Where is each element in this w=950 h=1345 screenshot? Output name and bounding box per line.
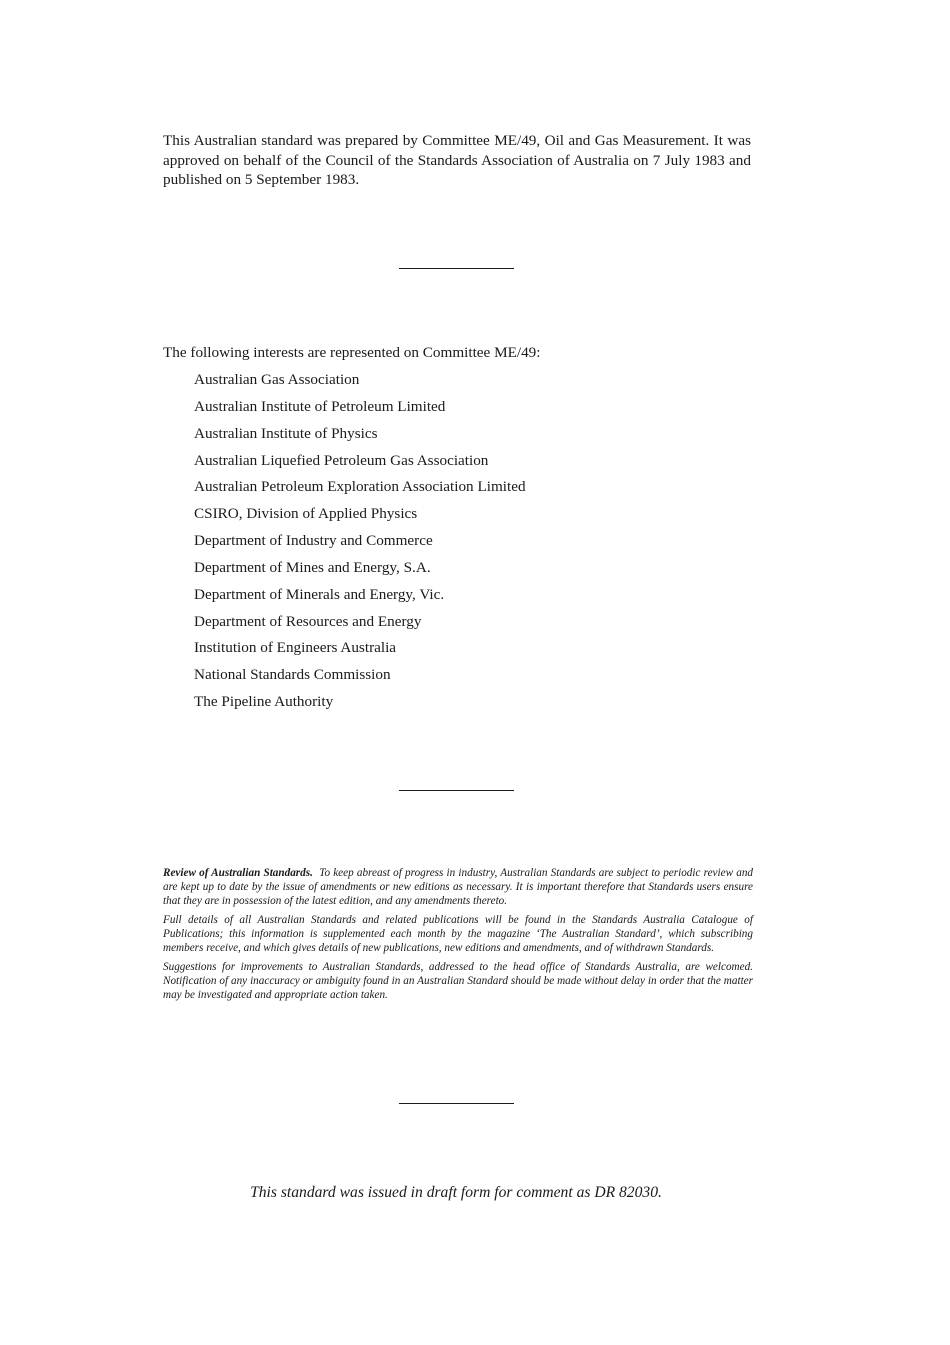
list-item: Department of Resources and Energy [194,612,422,630]
list-item: Australian Petroleum Exploration Association Limited [194,478,526,496]
approval-statement: This Australian standard was prepared by Committee ME/49, Oil and Gas Measurement. It was approved on behalf of the Council of the Standards Association of Australia on 7 July 1983 and published on 5 September 1983. [163,132,751,188]
list-item: CSIRO, Division of Applied Physics [194,505,418,523]
suggestions-paragraph: Suggestions for improvements to Australian Standards, addressed to the head office of Standards Australia, are welcomed. Notification of any inaccuracy or ambiguity found in an Australian Standard should be made without delay in order that the matter may be investigated and appropriate action taken. [163,961,753,1001]
list-item: Australian Institute of Petroleum Limited [194,397,446,415]
divider-rule [399,1103,514,1104]
list-item: The Pipeline Authority [194,693,334,711]
review-lead: Review of Australian Standards. [163,867,313,879]
list-item: Australian Institute of Physics [194,424,378,442]
draft-note: This standard was issued in draft form for comment as DR 82030. [250,1184,662,1201]
list-item: Department of Minerals and Energy, Vic. [194,585,445,603]
interests-heading: The following interests are represented on Committee ME/49: [163,344,541,361]
list-item: Australian Liquefied Petroleum Gas Association [194,451,489,469]
review-paragraph-text: To keep abreast of progress in industry, Australian Standards are subject to periodic review and are kept up to date by the issue of amendments or new editions as necessary. It is important therefore that Standards users ensure that they are in possession of the latest edition, and any amendments thereto. [163,867,754,907]
list-item: National Standards Commission [194,666,391,684]
list-item: Australian Gas Association [194,371,360,388]
list-item: Department of Mines and Energy, S.A. [194,558,431,576]
interests-list [194,370,526,719]
divider-rule [399,268,514,269]
catalogue-paragraph: Full details of all Australian Standards and related publications will be found in the Standards Australia Catalogue of Publications; this information is supplemented each month by the magazine ‘The Australian Standard’, which subscribing members receive, and which gives details of new publications, new editions and amendments, and of withdrawn Standards. [163,914,753,954]
review-paragraph [163,866,753,908]
list-item: Institution of Engineers Australia [194,639,397,657]
list-item: Department of Industry and Commerce [194,532,433,550]
review-notice [163,866,753,1007]
divider-rule [399,790,514,791]
